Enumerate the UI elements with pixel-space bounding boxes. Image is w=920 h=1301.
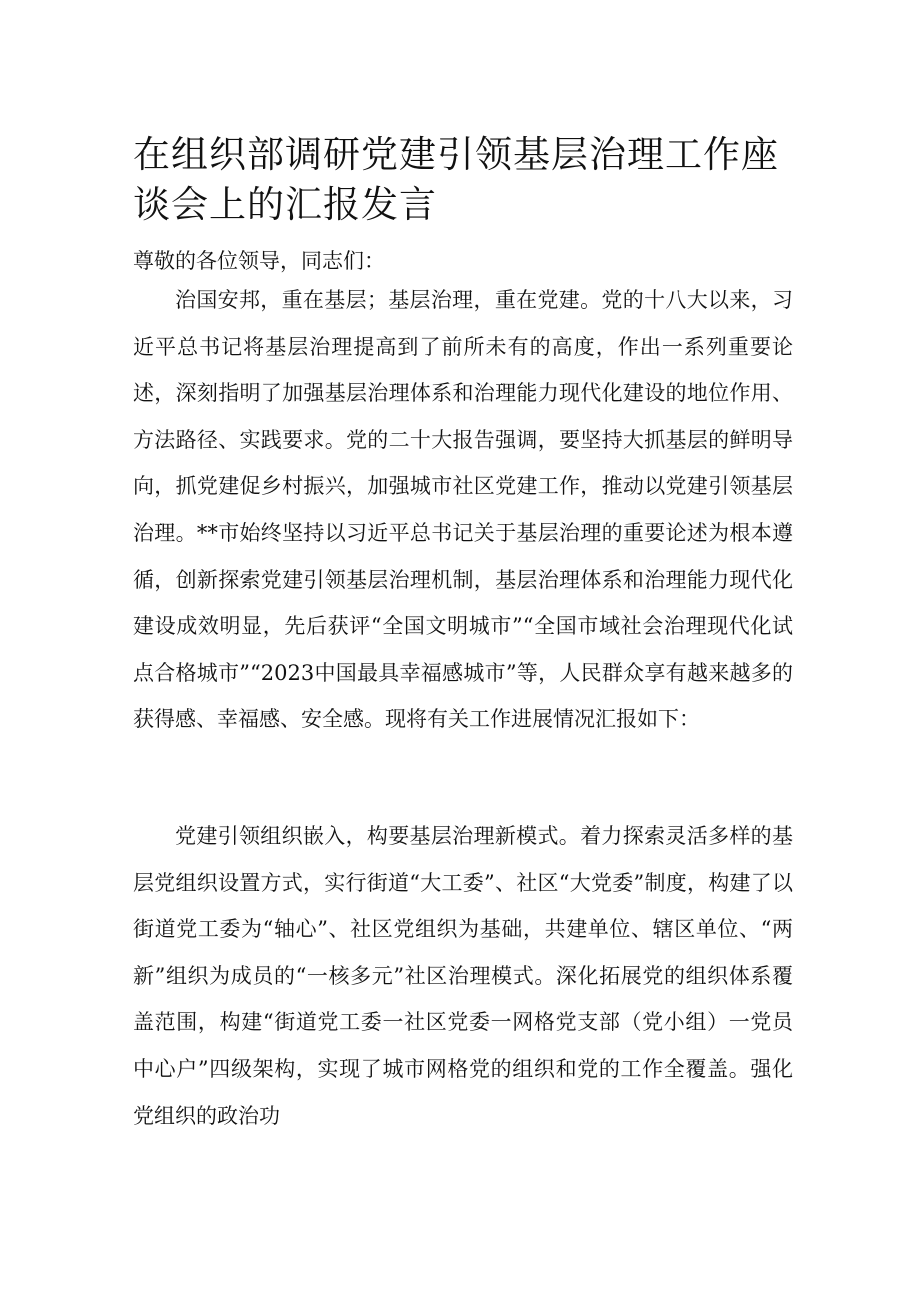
salutation: 尊敬的各位领导，同志们： (133, 249, 385, 273)
paragraph-2: 党建引领组织嵌入，构要基层治理新模式。着力探索灵活多样的基层党组织设置方式，实行街道“大工委”、社区“大党委”制度，构建了以街道党工委为“轴心”、社区党组织为基础，共建单位、辖区单位、“两新”组织为成员的“一核多元”社区治理模式。深化拓展党的组织体系覆盖范围，构建“街道党工委一社区党委一网格党支部（党小组）一党员中心户”四级架构，实现了城市网格党的组织和党的工作全覆盖。强化党组织的政治功 (133, 824, 793, 1128)
paragraph-1: 治国安邦，重在基层；基层治理，重在党建。党的十八大以来，习近平总书记将基层治理提高到了前所未有的高度，作出一系列重要论述，深刻指明了加强基层治理体系和治理能力现代化建设的地位作用、方法路径、实践要求。党的二十大报告强调，要坚持大抓基层的鲜明导向，抓党建促乡村振兴，加强城市社区党建工作，推动以党建引领基层治理。**市始终坚持以习近平总书记关于基层治理的重要论述为根本遵循，创新探索党建引领基层治理机制，基层治理体系和治理能力现代化建设成效明显，先后获评“全国文明城市”“全国市域社会治理现代化试点合格城市”“2023中国最具幸福感城市”等，人民群众享有越来越多的获得感、幸福感、安全感。现将有关工作进展情况汇报如下： (133, 288, 793, 732)
document-title: 在组织部调研党建引领基层治理工作座谈会上的汇报发言 (133, 133, 779, 226)
